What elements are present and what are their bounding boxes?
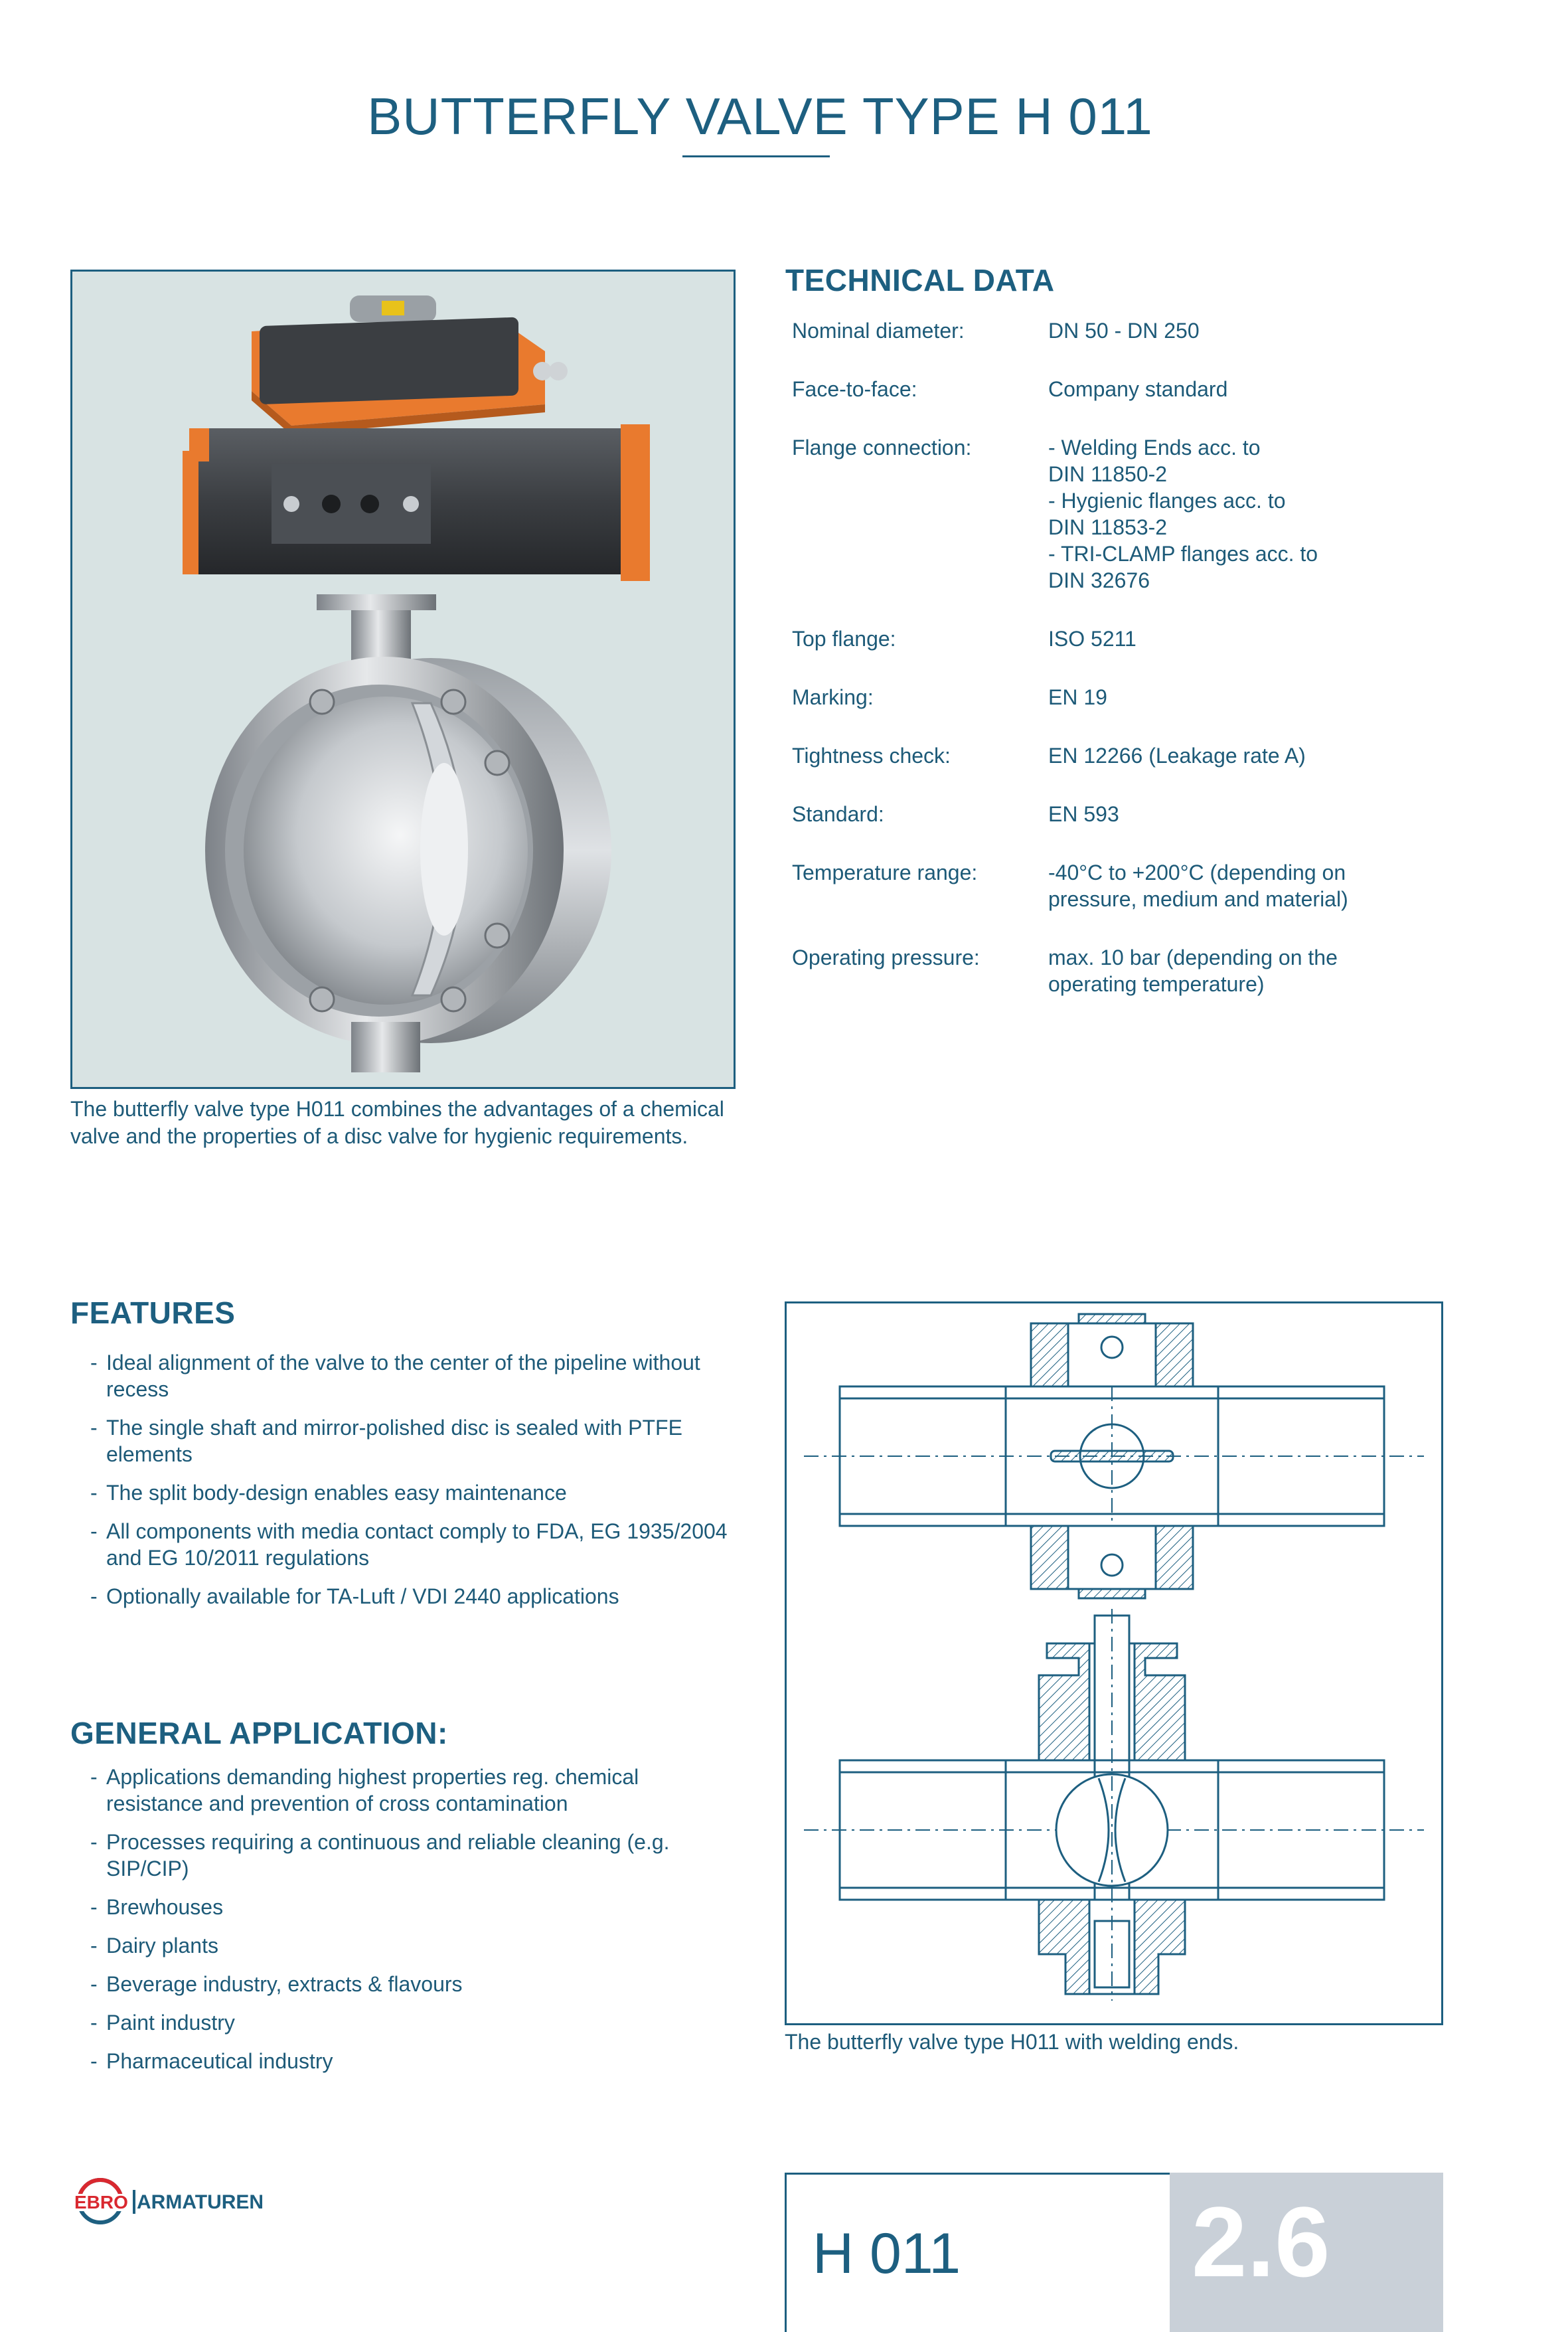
- td-label: Standard:: [792, 802, 884, 826]
- features-list: [81, 1349, 745, 1610]
- technical-data-row: [792, 859, 1456, 912]
- list-item: - Dairy plants: [90, 1934, 218, 1957]
- td-value: - Welding Ends acc. to DIN 11850-2 - Hygienic flanges acc. to DIN 11853-2 - TRI-CLAMP flanges acc. to DIN 32676: [1048, 436, 1318, 592]
- list-item: - Applications demanding highest properties reg. chemical resistance and prevention of cross contamination: [90, 1765, 639, 1815]
- list-item: - Brewhouses: [90, 1895, 224, 1919]
- td-value: -40°C to +200°C (depending on pressure, medium and material): [1048, 861, 1348, 911]
- td-value: Company standard: [1048, 377, 1228, 401]
- td-value: ISO 5211: [1048, 627, 1137, 651]
- technical-data-row: [792, 801, 1456, 827]
- list-item: - Pharmaceutical industry: [90, 2049, 333, 2073]
- technical-data-row: [792, 684, 1456, 710]
- title-underline: [682, 155, 830, 157]
- list-item: - Ideal alignment of the valve to the center of the pipeline without recess: [90, 1351, 700, 1401]
- technical-data-row: [792, 434, 1456, 594]
- sectional-drawing-illustration: [787, 1303, 1441, 2023]
- technical-data-row: [792, 625, 1456, 652]
- ebro-armaturen-logo: [70, 2178, 289, 2224]
- list-item: - Paint industry: [90, 2011, 235, 2035]
- td-value: EN 19: [1048, 685, 1107, 709]
- td-value: DN 50 - DN 250: [1048, 319, 1200, 343]
- product-photo: [70, 270, 736, 1089]
- td-value: max. 10 bar (depending on the operating temperature): [1048, 946, 1338, 996]
- list-item: - Beverage industry, extracts & flavours: [90, 1972, 463, 1996]
- technical-data-row: [792, 742, 1456, 769]
- technical-data-row: [792, 317, 1456, 344]
- td-label: Flange connection:: [792, 436, 972, 459]
- photo-caption: The butterfly valve type H011 combines the advantages of a chemical valve and the properties of a disc valve for hygienic requirements.: [70, 1097, 724, 1148]
- td-label: Marking:: [792, 685, 874, 709]
- list-item: - Optionally available for TA-Luft / VDI 2440 applications: [90, 1584, 619, 1608]
- drawing-caption: The butterfly valve type H011 with welding ends.: [785, 2030, 1239, 2054]
- product-code: H 011: [813, 2222, 961, 2286]
- td-label: Temperature range:: [792, 861, 978, 884]
- td-label: Face-to-face:: [792, 377, 917, 401]
- td-label: Operating pressure:: [792, 946, 980, 969]
- features-heading: FEATURES: [70, 1295, 236, 1330]
- technical-data-heading: TECHNICAL DATA: [785, 263, 1055, 297]
- list-item: - The single shaft and mirror-polished disc is sealed with PTFE elements: [90, 1416, 682, 1466]
- td-value: EN 12266 (Leakage rate A): [1048, 744, 1306, 768]
- td-label: Tightness check:: [792, 744, 951, 768]
- list-item: - Processes requiring a continuous and reliable cleaning (e.g. SIP/CIP): [90, 1830, 670, 1880]
- list-item: - The split body-design enables easy maintenance: [90, 1481, 567, 1505]
- technical-data-row: [792, 376, 1456, 402]
- td-label: Top flange:: [792, 627, 896, 651]
- logo-mark-icon: [70, 2178, 289, 2224]
- technical-data-row: [792, 944, 1456, 997]
- general-application-list: [81, 1764, 678, 2074]
- technical-drawing: [785, 1301, 1443, 2025]
- section-number: 2.6: [1192, 2186, 1330, 2297]
- page-title: BUTTERFLY VALVE TYPE H 011: [367, 87, 1153, 145]
- general-application-heading: GENERAL APPLICATION:: [70, 1716, 448, 1750]
- td-label: Nominal diameter:: [792, 319, 965, 343]
- td-value: EN 593: [1048, 802, 1119, 826]
- logo-text-left: EBRO: [74, 2192, 128, 2212]
- logo-text-right: ARMATUREN: [137, 2191, 264, 2213]
- valve-photo-illustration: [72, 272, 734, 1087]
- list-item: - All components with media contact comply to FDA, EG 1935/2004 and EG 10/2011 regulations: [90, 1519, 728, 1570]
